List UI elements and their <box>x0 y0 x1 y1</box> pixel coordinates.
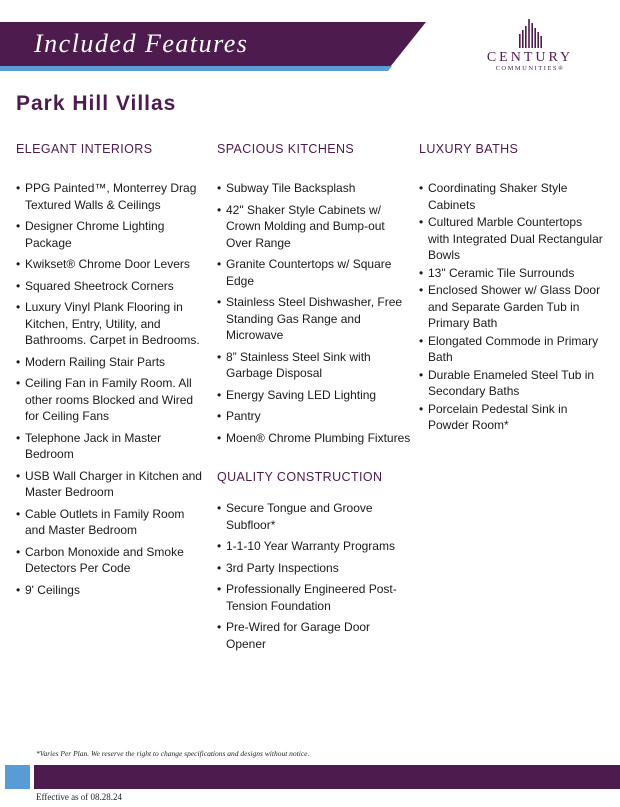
footer-accent-square <box>5 765 30 789</box>
list-item: • Designer Chrome Lighting Package <box>16 218 202 251</box>
list-item: • Cable Outlets in Family Room and Master Bedroom <box>16 506 202 539</box>
list-item: • Enclosed Shower w/ Glass Door and Separate Garden Tub in Primary Bath <box>419 282 605 332</box>
list-item: • Durable Enameled Steel Tub in Secondary Baths <box>419 367 605 400</box>
century-communities-logo <box>470 18 590 72</box>
feature-list <box>419 180 605 434</box>
section-heading: ELEGANT INTERIORS <box>16 142 153 156</box>
list-item: • Carbon Monoxide and Smoke Detectors Per Code <box>16 544 202 577</box>
list-item: • 8” Stainless Steel Sink with Garbage Disposal <box>217 349 413 382</box>
list-item: • Squared Sheetrock Corners <box>16 278 202 295</box>
feature-list <box>217 180 413 446</box>
section-heading: LUXURY BATHS <box>419 142 519 156</box>
footer-band <box>34 765 620 789</box>
list-item: • Subway Tile Backsplash <box>217 180 413 197</box>
list-item: • Elongated Commode in Primary Bath <box>419 333 605 366</box>
header-accent-stripe <box>0 66 392 71</box>
list-item: • 1-1-10 Year Warranty Programs <box>217 538 413 555</box>
list-item: • Secure Tongue and Groove Subfloor* <box>217 500 413 533</box>
list-item: • Kwikset® Chrome Door Levers <box>16 256 202 273</box>
section-heading: QUALITY CONSTRUCTION <box>217 470 383 484</box>
city-skyline-icon <box>510 18 550 48</box>
list-item: • Porcelain Pedestal Sink in Powder Room* <box>419 401 605 434</box>
list-item: • Pantry <box>217 408 413 425</box>
column-elegant-interiors <box>16 142 202 603</box>
column-luxury-baths <box>419 142 605 435</box>
list-item: • Ceiling Fan in Family Room. All other rooms Blocked and Wired for Ceiling Fans <box>16 375 202 425</box>
column-spacious-kitchens <box>217 142 413 657</box>
list-item: • Stainless Steel Dishwasher, Free Standing Gas Range and Microwave <box>217 294 413 344</box>
logo-subtitle: COMMUNITIES® <box>495 65 565 72</box>
logo-wordmark: CENTURY <box>486 50 574 65</box>
list-item: • Luxury Vinyl Plank Flooring in Kitchen, Entry, Utility, and Bathrooms. Carpet in Bedrooms. <box>16 299 202 349</box>
list-item: • Energy Saving LED Lighting <box>217 387 413 404</box>
list-item: • Cultured Marble Countertops with Integrated Dual Rectangular Bowls <box>419 214 605 264</box>
disclaimer-note: *Varies Per Plan. We reserve the right to change specifications and designs without notice. <box>36 749 310 758</box>
section-quality-construction <box>217 470 413 652</box>
community-name: Park Hill Villas <box>16 92 177 115</box>
list-item: • 42" Shaker Style Cabinets w/ Crown Molding and Bump-out Over Range <box>217 202 413 252</box>
list-item: • 9' Ceilings <box>16 582 202 599</box>
list-item: • Pre-Wired for Garage Door Opener <box>217 619 413 652</box>
page-title: Included Features <box>34 29 249 58</box>
effective-date: Effective as of 08.28.24 <box>36 792 123 802</box>
list-item: • Modern Railing Stair Parts <box>16 354 202 371</box>
list-item: • Moen® Chrome Plumbing Fixtures <box>217 430 413 447</box>
section-heading: SPACIOUS KITCHENS <box>217 142 355 156</box>
list-item: • Professionally Engineered Post-Tension Foundation <box>217 581 413 614</box>
list-item: • USB Wall Charger in Kitchen and Master Bedroom <box>16 468 202 501</box>
feature-list <box>16 180 202 598</box>
list-item: • 3rd Party Inspections <box>217 560 413 577</box>
list-item: • Coordinating Shaker Style Cabinets <box>419 180 605 213</box>
list-item: • Telephone Jack in Master Bedroom <box>16 430 202 463</box>
list-item: • 13" Ceramic Tile Surrounds <box>419 265 605 282</box>
list-item: • Granite Countertops w/ Square Edge <box>217 256 413 289</box>
feature-list <box>217 500 413 652</box>
list-item: • PPG Painted™, Monterrey Drag Textured Walls & Ceilings <box>16 180 202 213</box>
